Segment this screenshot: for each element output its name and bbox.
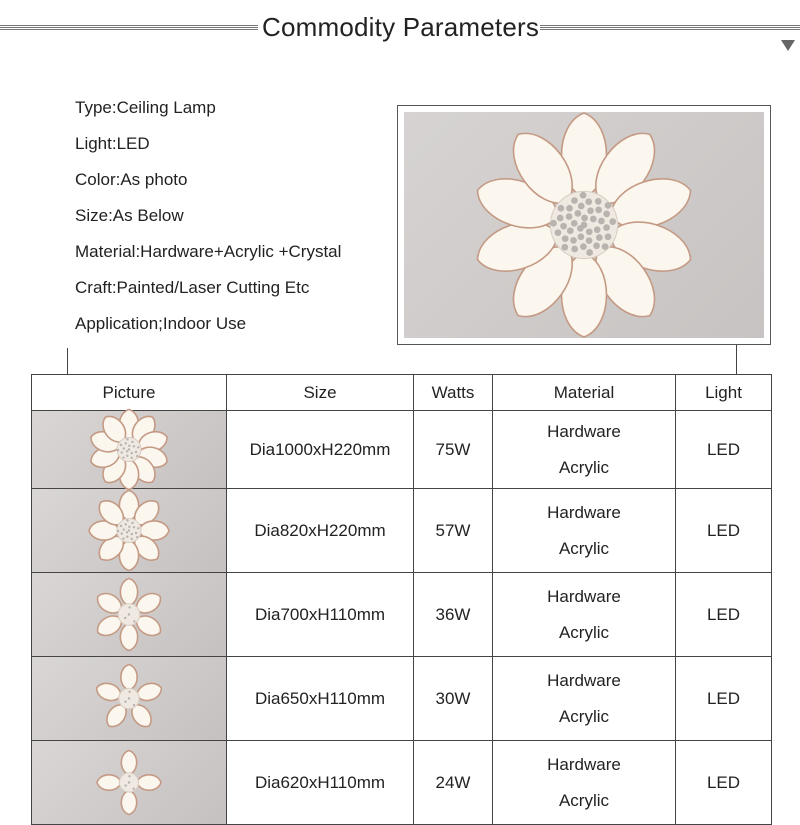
crystal-bead (558, 205, 565, 212)
lamp-petal (121, 665, 137, 691)
crystal-bead (603, 210, 610, 217)
lamp-thumbnail (32, 657, 226, 740)
crystal-bead (561, 244, 568, 251)
lamp-petal (97, 775, 121, 790)
crystal-bead (135, 532, 137, 534)
crystal-bead (133, 445, 135, 447)
crystal-bead (605, 202, 612, 209)
triangle-down-icon (781, 40, 795, 51)
picture-cell (32, 741, 227, 825)
lamp-thumbnail (32, 489, 226, 572)
crystal-bead (122, 537, 124, 539)
material-cell (493, 411, 676, 489)
crystal-bead (128, 775, 130, 777)
crystal-bead (603, 224, 610, 231)
crystal-bead (128, 606, 130, 608)
crystal-bead (126, 450, 128, 452)
crystal-bead (133, 620, 135, 622)
lamp-thumbnail (32, 411, 226, 488)
crystal-bead (131, 441, 133, 443)
watts-cell: 57W (414, 489, 493, 573)
crystal-bead (133, 526, 135, 528)
thumbnail-lamp (89, 491, 169, 571)
watts-cell: 36W (414, 573, 493, 657)
crystal-bead (137, 527, 139, 529)
table-row (32, 411, 772, 489)
crystal-bead (128, 445, 130, 447)
spec-light: Light:LED (75, 134, 150, 153)
crystal-bead (120, 525, 122, 527)
crystal-bead (123, 447, 125, 449)
column-header-light: Light (676, 375, 772, 411)
table-header-row (32, 375, 772, 411)
product-photo-image (404, 112, 764, 338)
crystal-bead (580, 243, 587, 250)
crystal-bead (123, 528, 125, 530)
lamp-petal (120, 624, 137, 651)
crystal-bead (578, 233, 585, 240)
crystal-bead (136, 536, 138, 538)
header-rule-right (540, 25, 800, 31)
crystal-bead (128, 691, 130, 693)
lamp-petals (471, 113, 698, 337)
size-cell: Dia650xH110mm (227, 657, 414, 741)
table-row (32, 657, 772, 741)
size-cell: Dia1000xH220mm (227, 411, 414, 489)
material-cell (493, 657, 676, 741)
material-cell (493, 489, 676, 573)
column-header-watts: Watts (414, 375, 493, 411)
crystal-bead (555, 229, 562, 236)
crystal-bead (124, 701, 126, 703)
light-cell: LED (676, 657, 772, 741)
crystal-bead (586, 237, 593, 244)
spec-list (75, 98, 341, 350)
crystal-bead (124, 617, 126, 619)
size-cell: Dia700xH110mm (227, 573, 414, 657)
picture-cell (32, 489, 227, 573)
lamp-petal (120, 579, 137, 606)
crystal-bead (131, 452, 133, 454)
crystal-bead (124, 784, 126, 786)
crystal-bead (122, 456, 124, 458)
crystal-bead (121, 451, 123, 453)
crystal-bead (128, 697, 130, 699)
material-hardware: Hardware (547, 586, 621, 606)
material-hardware: Hardware (547, 421, 621, 441)
material-acrylic: Acrylic (558, 622, 610, 642)
material-acrylic: Acrylic (558, 790, 610, 810)
crystal-bead (585, 198, 592, 205)
crystal-bead (571, 220, 578, 227)
lamp-petal (137, 775, 161, 790)
crystal-bead (557, 215, 564, 222)
crystal-bead (121, 532, 123, 534)
crystal-bead (135, 451, 137, 453)
crystal-bead (560, 223, 567, 230)
crystal-bead (128, 781, 130, 783)
crystal-bead (580, 192, 587, 199)
section-title: Commodity Parameters (262, 12, 540, 42)
crystal-bead (133, 704, 135, 706)
size-cell: Dia820xH220mm (227, 489, 414, 573)
crystal-bead (587, 207, 594, 214)
crystal-bead (120, 444, 122, 446)
crystal-bead (567, 227, 574, 234)
crystal-bead (596, 234, 603, 241)
table-row (32, 573, 772, 657)
picture-cell (32, 573, 227, 657)
crystal-bead (128, 448, 130, 450)
crystal-bead (593, 242, 600, 249)
material-cell (493, 741, 676, 825)
material-acrylic: Acrylic (558, 706, 610, 726)
material-cell (493, 573, 676, 657)
crystal-bead (131, 538, 133, 540)
crystal-bead (131, 533, 133, 535)
crystal-bead (562, 235, 569, 242)
spec-application: Application;Indoor Use (75, 314, 247, 333)
watts-cell: 75W (414, 411, 493, 489)
picture-cell (32, 411, 227, 489)
crystal-bead (128, 526, 130, 528)
crystal-bead (566, 205, 573, 212)
lamp-thumbnail (32, 573, 226, 656)
material-acrylic: Acrylic (558, 457, 610, 477)
thumbnail-lamp (97, 751, 161, 815)
connector-line-left (67, 348, 68, 374)
table-row (32, 489, 772, 573)
lamp-petal (121, 791, 136, 815)
crystal-bead (126, 531, 128, 533)
light-cell: LED (676, 411, 772, 489)
material-hardware: Hardware (547, 502, 621, 522)
crystal-bead (131, 457, 133, 459)
thumbnail-lamp (94, 579, 165, 651)
spec-craft: Craft:Painted/Laser Cutting Etc (75, 278, 310, 297)
spec-material: Material:Hardware+Acrylic +Crystal (75, 242, 342, 261)
crystal-bead (128, 529, 130, 531)
lamp-petal (121, 751, 136, 775)
crystal-bead (571, 197, 578, 204)
crystal-bead (598, 218, 605, 225)
product-photo (397, 105, 771, 345)
column-header-material: Material (493, 375, 676, 411)
table-row (32, 741, 772, 825)
crystal-bead (578, 203, 585, 210)
crystal-bead (605, 233, 612, 240)
thumbnail-lamp (88, 410, 170, 490)
crystal-bead (133, 787, 135, 789)
spec-size: Size:As Below (75, 206, 184, 225)
crystal-bead (126, 536, 128, 538)
header-rule-left (0, 25, 258, 31)
section-header (0, 12, 800, 44)
crystal-bead (571, 246, 578, 253)
spec-color: Color:As photo (75, 170, 188, 189)
column-header-picture: Picture (32, 375, 227, 411)
material-acrylic: Acrylic (558, 538, 610, 558)
crystal-bead (577, 225, 584, 232)
light-cell: LED (676, 489, 772, 573)
crystal-bead (125, 523, 127, 525)
picture-cell (32, 657, 227, 741)
crystal-bead (126, 455, 128, 457)
crystal-bead (128, 613, 130, 615)
watts-cell: 30W (414, 657, 493, 741)
crystal-bead (575, 210, 582, 217)
crystal-bead (590, 216, 597, 223)
crystal-bead (137, 446, 139, 448)
spec-type: Type:Ceiling Lamp (75, 98, 216, 117)
crystal-bead (581, 215, 588, 222)
ceiling-lamp-illustration (404, 112, 764, 338)
crystal-bead (595, 207, 602, 214)
crystal-bead (570, 237, 577, 244)
crystal-bead (586, 228, 593, 235)
crystal-bead (594, 226, 601, 233)
lamp-thumbnail (32, 741, 226, 824)
crystal-bead (131, 522, 133, 524)
size-cell: Dia620xH110mm (227, 741, 414, 825)
connector-line-right (736, 345, 737, 374)
crystal-bead (595, 198, 602, 205)
light-cell: LED (676, 573, 772, 657)
crystal-bead (126, 519, 128, 521)
crystal-bead (126, 438, 128, 440)
crystal-bead (566, 213, 573, 220)
parameter-table (31, 374, 772, 825)
crystal-bead (117, 449, 119, 451)
crystal-bead (117, 530, 119, 532)
crystal-bead (586, 249, 593, 256)
light-cell: LED (676, 741, 772, 825)
crystal-bead (125, 442, 127, 444)
material-hardware: Hardware (547, 754, 621, 774)
crystal-bead (550, 220, 557, 227)
material-hardware: Hardware (547, 670, 621, 690)
crystal-bead (609, 218, 616, 225)
column-header-size: Size (227, 375, 414, 411)
crystal-bead (602, 243, 609, 250)
crystal-bead (136, 455, 138, 457)
watts-cell: 24W (414, 741, 493, 825)
thumbnail-lamp (94, 665, 164, 731)
